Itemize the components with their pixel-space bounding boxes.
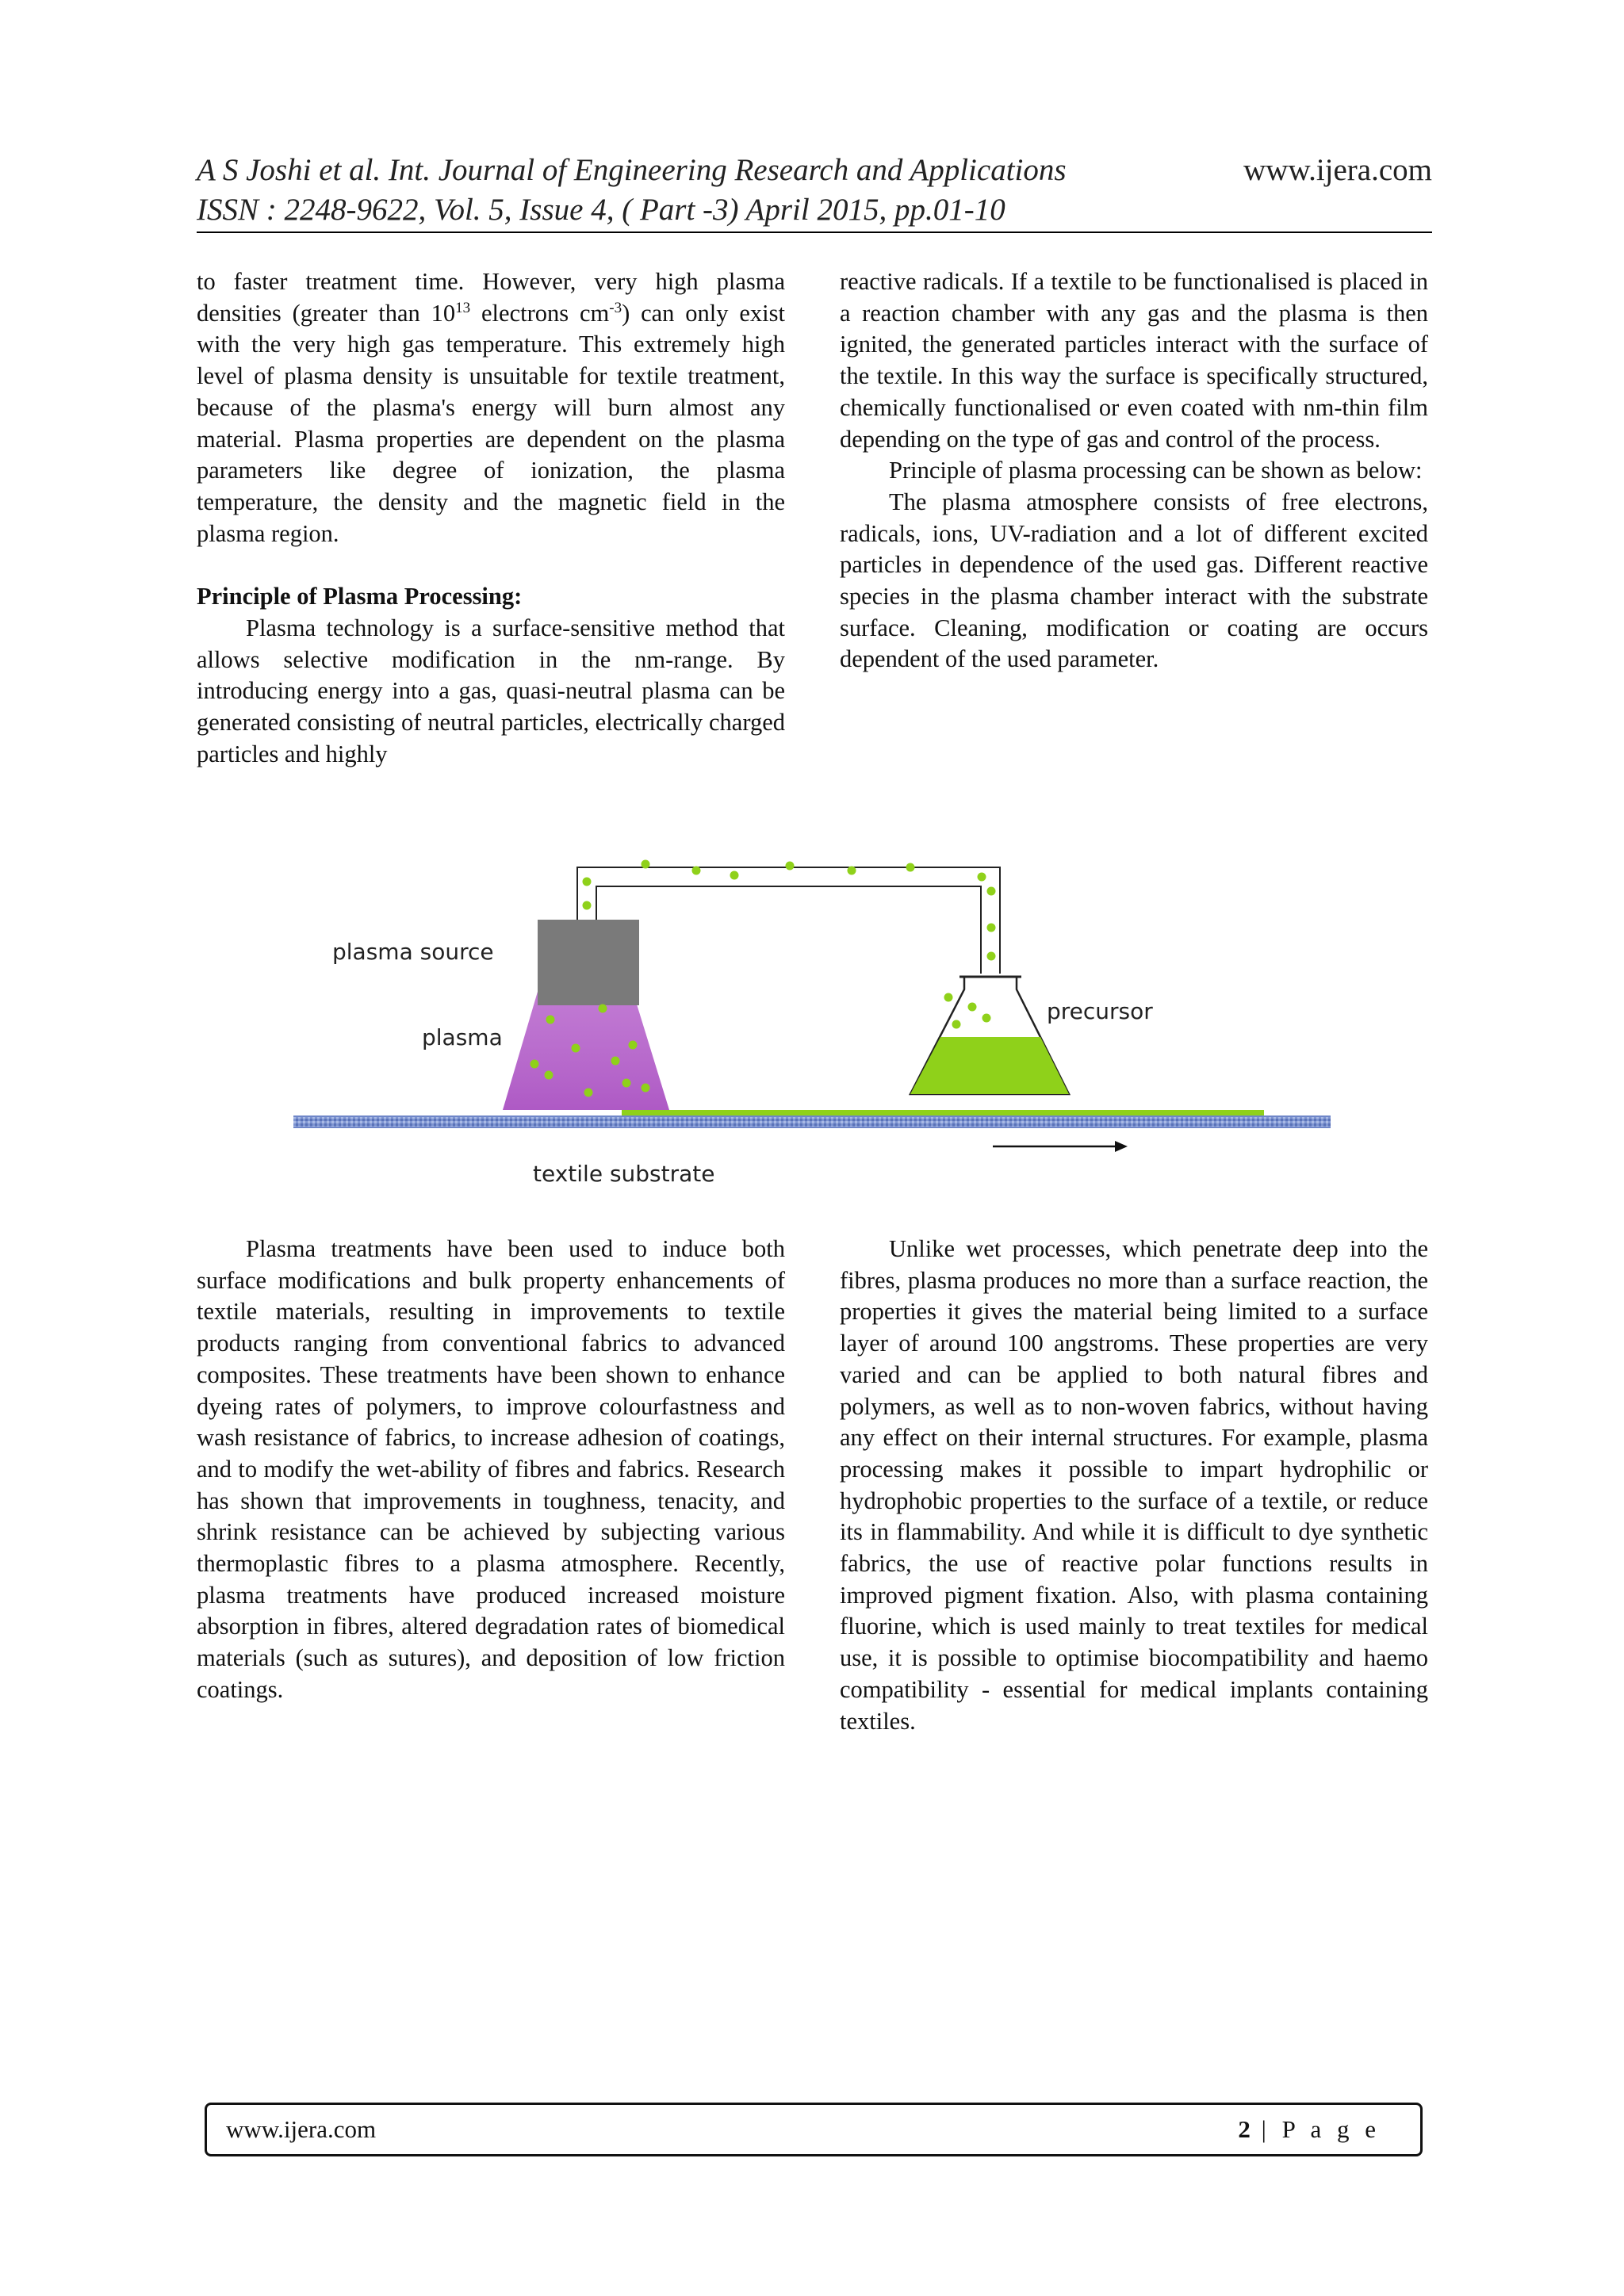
direction-arrow	[993, 1141, 1128, 1152]
particle-dot	[572, 1044, 580, 1053]
paragraph-plasma-technology: Plasma technology is a surface-sensitive method that allows selective modification in the nm-range. By introducing energy into a gas, quasi-neutral plasma can be generated consisting of neutral particles, electrically charged particles and highly	[197, 614, 785, 767]
header-website: www.ijera.com	[1243, 153, 1432, 187]
issn-line: ISSN : 2248-9622, Vol. 5, Issue 4, ( Part -3) April 2015, pp.01-10	[197, 193, 1005, 227]
paragraph-wet-processes: Unlike wet processes, which penetrate deep into the fibres, plasma produces no more than a surface reaction, the properties it gives the material being limited to a surface layer of around 100 angstroms. These properties are very varied and can be applied to both natural fibres and polymers, as well as to non-woven fabrics, without having any effect on their internal structures. For example, plasma processing makes it possible to impart hydrophilic or hydrophobic properties to the surface of a textile, or reduce its in flammability. And while it is difficult to dye synthetic fabrics, the use of reactive polar functions results in improved pigment fixation. Also, with plasma containing fluorine, which is used mainly to treat textiles for medical use, it is possible to optimise biocompatibility and haemo compatibility - essential for medical implants containing textiles.	[840, 1235, 1428, 1735]
label-textile-substrate: textile substrate	[533, 1161, 715, 1187]
particle-dot	[584, 1089, 593, 1097]
right-column-top	[840, 266, 1428, 675]
label-plasma: plasma	[422, 1024, 503, 1050]
paragraph-plasma-atmosphere: The plasma atmosphere consists of free electrons, radicals, ions, UV-radiation and a lot of different excited particles in dependence of the used gas. Different reactive species in the plasma chamber interact with the substrate surface. Cleaning, modification or coating are occurs dependent of the used parameter.	[840, 488, 1428, 673]
superscript-minus3: -3	[609, 299, 622, 316]
particle-dot	[730, 871, 739, 880]
precursor-flask	[910, 977, 1069, 1094]
particle-dot	[982, 1014, 991, 1023]
particle-dot	[978, 873, 986, 882]
paragraph-plasma-density: to faster treatment time. However, very high plasma densities (greater than $10^{13}$ electrons $cm^{-3}$) can only exist with the very high gas temperature. This extremely high level of plasma density is unsuitable for textile treatment, because of the plasma's energy will burn almost any material. Plasma properties are dependent on the plasma parameters like degree of ionization, the plasma temperature, the density and the magnetic field in the plasma region.	[197, 268, 785, 547]
particle-dot	[599, 1004, 607, 1013]
particle-dot	[944, 993, 953, 1002]
left-column-bottom	[197, 1234, 785, 1706]
paragraph-reactive-radicals: reactive radicals. If a textile to be functionalised is placed in a reaction chamber with any gas and the plasma is then ignited, the generated particles interact with the surface of the textile. In this way the surface is specifically structured, chemically functionalised or even coated with nm-thin film depending on the type of gas and control of the process.	[840, 268, 1428, 453]
label-plasma-source: plasma source	[332, 939, 494, 965]
particle-dot	[546, 1016, 555, 1024]
particle-dot	[583, 901, 592, 910]
particle-dot	[583, 878, 592, 886]
header-rule	[197, 232, 1432, 233]
particle-dot	[545, 1071, 553, 1080]
footer-website: www.ijera.com	[226, 2115, 377, 2143]
plasma-processing-diagram	[289, 840, 1335, 1205]
particle-dot	[848, 867, 856, 875]
superscript-13: 13	[455, 299, 471, 316]
particle-dot	[611, 1057, 620, 1066]
particle-dot	[906, 863, 915, 872]
running-header	[197, 151, 1432, 230]
paragraph-principle: Principle of plasma processing can be shown as below:	[889, 457, 1423, 484]
particle-dot	[642, 860, 650, 869]
particle-dot	[987, 887, 996, 896]
paragraph-plasma-treatments: Plasma treatments have been used to induce both surface modifications and bulk property enhancements of textile materials, resulting in improvements to textile products ranging from conventional fabrics to advanced composites. These treatments have been shown to enhance dyeing rates of polymers, to improve colourfastness and wash resistance of fabrics, to increase adhesion of coatings, and to modify the wet-ability of fibres and fabrics. Research has shown that improvements in toughness, tenacity, and shrink resistance can be achieved by subjecting various thermoplastic fibres to a plasma atmosphere. Recently, plasma treatments have produced increased moisture absorption in fibres, altered degradation rates of biomedical materials (such as sutures), and deposition of low friction coatings.	[197, 1235, 785, 1703]
particle-dot	[987, 924, 996, 932]
left-column-top	[197, 266, 785, 771]
particle-dot	[952, 1020, 961, 1029]
page-number: 2 | P a g e	[1238, 2115, 1381, 2143]
section-heading: Principle of Plasma Processing:	[197, 583, 523, 610]
particle-dot	[786, 862, 795, 871]
page-footer	[205, 2103, 1423, 2156]
gas-tube	[577, 867, 1000, 974]
particle-dot	[629, 1041, 638, 1050]
plasma-source-box	[538, 920, 639, 1005]
particle-dot	[642, 1084, 650, 1093]
particle-dot	[692, 867, 701, 875]
particle-dot	[987, 952, 996, 961]
label-precursor: precursor	[1047, 998, 1153, 1024]
particle-dot	[968, 1003, 977, 1012]
journal-citation: A S Joshi et al. Int. Journal of Engineering Research and Applications	[197, 153, 1067, 187]
particle-dot	[622, 1079, 631, 1088]
particle-dot	[530, 1060, 539, 1069]
deposited-coating	[622, 1110, 1264, 1115]
right-column-bottom	[840, 1234, 1428, 1737]
